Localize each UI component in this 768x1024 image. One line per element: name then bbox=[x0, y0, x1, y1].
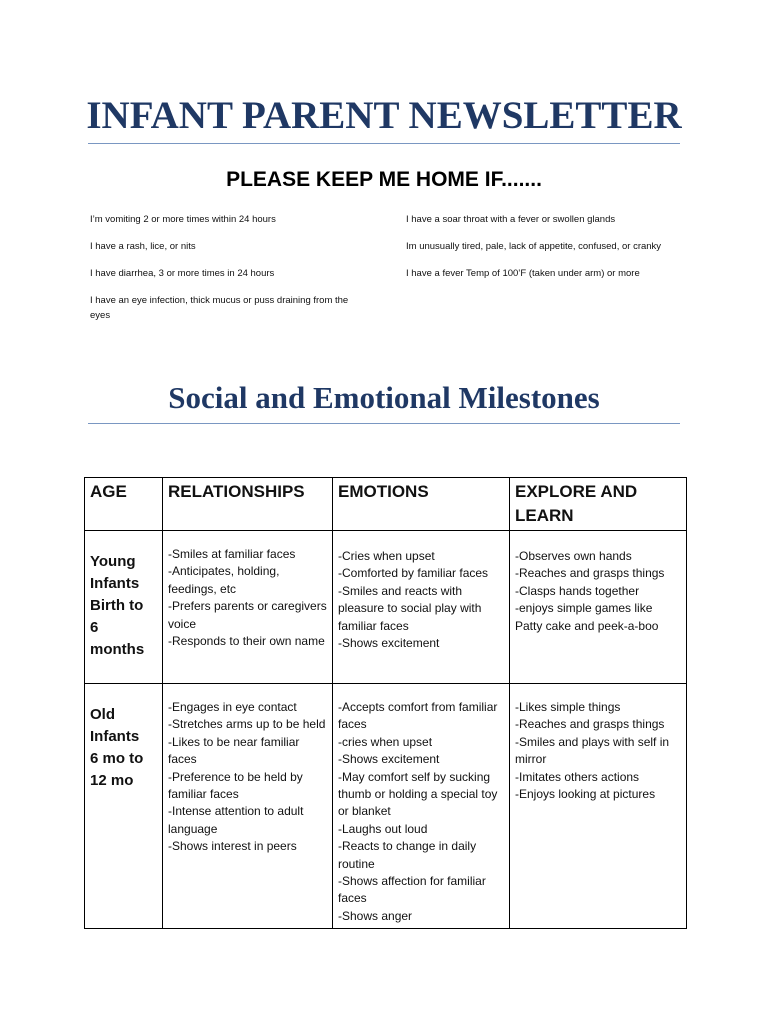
relationships-cell bbox=[163, 531, 333, 684]
table-header-row bbox=[85, 478, 687, 531]
milestone-item: -Engages in eye contact bbox=[168, 700, 297, 714]
age-line: Young bbox=[90, 553, 136, 570]
header-explore: EXPLORE AND LEARN bbox=[510, 478, 687, 531]
milestone-item: -Observes own hands bbox=[515, 549, 632, 563]
milestone-item: -Likes to be near familiar faces bbox=[168, 734, 300, 767]
milestone-item: -Shows affection for familiar faces bbox=[338, 874, 486, 906]
milestone-item: -Intense attention to adult language bbox=[168, 804, 304, 836]
age-line: 6 mo to bbox=[90, 750, 144, 767]
emotions-cell bbox=[333, 531, 510, 684]
milestones-heading: Social and Emotional Milestones bbox=[168, 380, 600, 415]
milestone-item: -Responds to their own name bbox=[168, 634, 325, 649]
milestone-item: -Likes simple things bbox=[515, 700, 621, 714]
criteria-item: Im unusually tired, pale, lack of appetite, confused, or cranky bbox=[406, 241, 662, 252]
title-rule bbox=[88, 143, 680, 144]
milestone-item: -Smiles at familiar faces bbox=[168, 547, 296, 561]
table-row bbox=[85, 684, 687, 929]
keep-home-heading: PLEASE KEEP ME HOME IF....... bbox=[226, 168, 542, 191]
milestone-item: -Shows interest in peers bbox=[168, 839, 297, 854]
milestone-item: -Comforted by familiar faces bbox=[338, 566, 489, 581]
criteria-item: I have a rash, lice, or nits bbox=[90, 241, 196, 252]
header-relationships: RELATIONSHIPS bbox=[163, 478, 333, 531]
milestone-item: -May comfort self by sucking thumb or holding a special toy or blanket bbox=[338, 769, 498, 819]
age-line: Old bbox=[90, 706, 115, 723]
header-age: AGE bbox=[85, 478, 163, 531]
criteria-item: I have an eye infection, thick mucus or puss draining from the eyes bbox=[90, 295, 349, 321]
milestone-item: -Clasps hands together bbox=[515, 583, 640, 598]
age-line: Infants bbox=[90, 575, 140, 592]
age-line: 12 mo bbox=[90, 772, 134, 789]
milestone-item: -Reaches and grasps things bbox=[515, 717, 665, 732]
criteria-left-column bbox=[90, 212, 350, 335]
relationships-cell bbox=[163, 684, 333, 929]
explore-cell bbox=[510, 531, 687, 684]
milestone-item: -Shows excitement bbox=[338, 636, 440, 651]
milestone-item: -Shows anger bbox=[338, 908, 413, 923]
age-cell bbox=[85, 684, 163, 929]
criteria-right-column bbox=[406, 212, 686, 293]
milestone-item: -Anticipates, holding, feedings, etc bbox=[168, 564, 280, 596]
age-line: months bbox=[90, 641, 145, 658]
table-row bbox=[85, 531, 687, 684]
header-emotions: EMOTIONS bbox=[333, 478, 510, 531]
section-rule bbox=[88, 423, 680, 424]
milestone-item: -Preference to be held by familiar faces bbox=[168, 769, 303, 802]
milestone-item: -Smiles and plays with self in mirror bbox=[515, 734, 670, 767]
milestone-item: -Accepts comfort from familiar faces bbox=[338, 700, 498, 732]
milestone-item: -Prefers parents or caregivers voice bbox=[168, 599, 327, 631]
age-line: 6 bbox=[90, 619, 99, 636]
milestone-item: -enjoys simple games like Patty cake and peek-a-boo bbox=[515, 601, 659, 633]
newsletter-title: INFANT PARENT NEWSLETTER bbox=[86, 94, 682, 137]
milestone-item: -Cries when upset bbox=[338, 549, 435, 563]
explore-cell bbox=[510, 684, 687, 929]
milestone-item: -Imitates others actions bbox=[515, 769, 640, 784]
age-cell bbox=[85, 531, 163, 684]
milestone-item: -Reaches and grasps things bbox=[515, 566, 665, 581]
milestone-item: -Enjoys looking at pictures bbox=[515, 787, 656, 802]
criteria-item: I have a soar throat with a fever or swollen glands bbox=[406, 214, 616, 225]
emotions-cell bbox=[333, 684, 510, 929]
criteria-item: I’m vomiting 2 or more times within 24 hours bbox=[90, 214, 276, 225]
age-line: Infants bbox=[90, 728, 140, 745]
milestone-item: -Reacts to change in daily routine bbox=[338, 839, 477, 871]
criteria-item: I have a fever Temp of 100’F (taken under arm) or more bbox=[406, 268, 640, 279]
criteria-item: I have diarrhea, 3 or more times in 24 hours bbox=[90, 268, 275, 279]
age-line: Birth to bbox=[90, 597, 144, 614]
milestone-item: -Laughs out loud bbox=[338, 821, 428, 836]
milestones-table bbox=[84, 477, 687, 929]
milestone-item: -Smiles and reacts with pleasure to social play with familiar faces bbox=[338, 583, 482, 633]
milestone-item: -Shows excitement bbox=[338, 752, 440, 767]
milestone-item: -Stretches arms up to be held bbox=[168, 717, 326, 732]
milestone-item: -cries when upset bbox=[338, 734, 433, 749]
